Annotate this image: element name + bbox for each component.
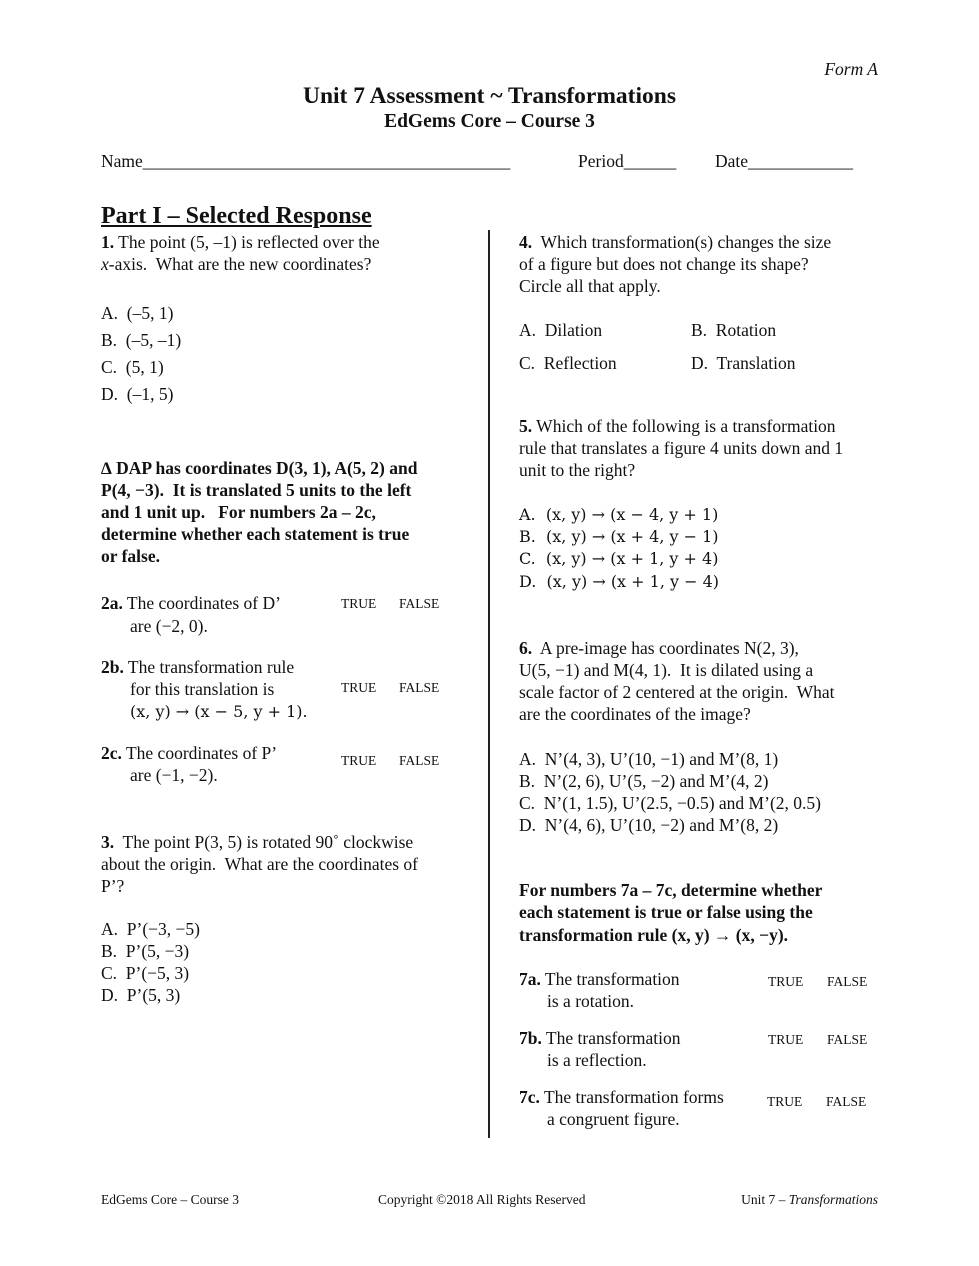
q3-line: P’? xyxy=(101,876,125,896)
q1-option-a[interactable]: A. (–5, 1) xyxy=(101,303,174,323)
q7c-text: 7c. The transformation forms xyxy=(519,1087,724,1107)
q6-option-d[interactable]: D. N’(4, 6), U’(10, −2) and M’(8, 2) xyxy=(519,815,779,835)
page-title: Unit 7 Assessment ~ Transformations xyxy=(302,83,676,109)
q2-intro: and 1 unit up. For numbers 2a – 2c, xyxy=(101,502,376,522)
q7-intro: each statement is true or false using the xyxy=(519,902,813,922)
q1-line2: x-axis. What are the new coordinates? xyxy=(101,254,372,274)
q2c-false[interactable]: FALSE xyxy=(399,753,440,768)
q6-option-c[interactable]: C. N’(1, 1.5), U’(2.5, −0.5) and M’(2, 0.5) xyxy=(519,793,821,813)
page-subtitle: EdGems Core – Course 3 xyxy=(384,111,595,132)
q5-line: 5. Which of the following is a transformation xyxy=(519,416,836,436)
q4-option-d[interactable]: D. Translation xyxy=(691,353,796,373)
q5-option-a[interactable]: A. (x, y) → (x − 4, y + 1) xyxy=(519,505,719,524)
q2-intro: P(4, −3). It is translated 5 units to the left xyxy=(101,480,412,500)
date-field[interactable]: Date____________ xyxy=(715,151,854,171)
q6-line: 6. A pre-image has coordinates N(2, 3), xyxy=(519,638,799,658)
q2-intro: or false. xyxy=(101,546,160,566)
q7c-false[interactable]: FALSE xyxy=(826,1094,867,1109)
q2a-text: 2a. The coordinates of D’ xyxy=(101,593,281,613)
column-divider xyxy=(488,230,490,1138)
q2-intro: determine whether each statement is true xyxy=(101,524,410,544)
q1-option-c[interactable]: C. (5, 1) xyxy=(101,357,164,377)
q4-option-c[interactable]: C. Reflection xyxy=(519,353,617,373)
form-label: Form A xyxy=(824,59,878,79)
q2c-text: 2c. The coordinates of P’ xyxy=(101,743,278,763)
q3-option-a[interactable]: A. P’(−3, −5) xyxy=(101,919,200,939)
q2a-true[interactable]: TRUE xyxy=(341,596,377,611)
q5-option-b[interactable]: B. (x, y) → (x + 4, y − 1) xyxy=(519,527,719,546)
q1-option-d[interactable]: D. (–1, 5) xyxy=(101,384,174,404)
q3-option-c[interactable]: C. P’(−5, 3) xyxy=(101,963,190,983)
q6-option-b[interactable]: B. N’(2, 6), U’(5, −2) and M’(4, 2) xyxy=(519,771,769,791)
q5-option-c[interactable]: C. (x, y) → (x + 1, y + 4) xyxy=(519,549,719,568)
q6-option-a[interactable]: A. N’(4, 3), U’(10, −1) and M’(8, 1) xyxy=(519,749,779,769)
footer-copyright: Copyright ©2018 All Rights Reserved xyxy=(378,1192,586,1207)
q4-option-a[interactable]: A. Dilation xyxy=(519,320,603,340)
q5-option-d[interactable]: D. (x, y) → (x + 1, y − 4) xyxy=(519,572,720,591)
q2c-text: are (−1, −2). xyxy=(130,765,218,785)
q2b-text: 2b. The transformation rule xyxy=(101,657,295,677)
q4-line: Circle all that apply. xyxy=(519,276,661,296)
footer-unit: Unit 7 – Transformations xyxy=(741,1192,878,1207)
q1-option-b[interactable]: B. (–5, –1) xyxy=(101,330,182,350)
q6-line: scale factor of 2 centered at the origin. What xyxy=(519,682,835,702)
q5-line: unit to the right? xyxy=(519,460,636,480)
q7b-text: is a reflection. xyxy=(547,1050,647,1070)
q6-line: are the coordinates of the image? xyxy=(519,704,751,724)
q7-intro: For numbers 7a – 7c, determine whether xyxy=(519,880,823,900)
q7a-true[interactable]: TRUE xyxy=(768,974,804,989)
q2b-rule: (x, y) → (x − 5, y + 1). xyxy=(130,702,308,721)
q7b-true[interactable]: TRUE xyxy=(768,1032,804,1047)
q2-intro: ∆ DAP has coordinates D(3, 1), A(5, 2) and xyxy=(101,458,418,478)
q3-line: 3. The point P(3, 5) is rotated 90˚ clockwise xyxy=(101,832,414,852)
name-field[interactable]: Name__________________________________________ xyxy=(101,151,511,171)
q7-intro: transformation rule (x, y) → (x, −y). xyxy=(519,925,789,945)
q4-line: 4. Which transformation(s) changes the size xyxy=(519,232,832,252)
q1-line1: 1. The point (5, –1) is reflected over the xyxy=(101,232,380,252)
q2a-false[interactable]: FALSE xyxy=(399,596,440,611)
q5-line: rule that translates a figure 4 units down and 1 xyxy=(519,438,844,458)
q7b-false[interactable]: FALSE xyxy=(827,1032,868,1047)
q7c-true[interactable]: TRUE xyxy=(767,1094,803,1109)
q7a-text: is a rotation. xyxy=(547,991,634,1011)
part-heading: Part I – Selected Response xyxy=(101,203,372,229)
q2c-true[interactable]: TRUE xyxy=(341,753,377,768)
q2b-false[interactable]: FALSE xyxy=(399,680,440,695)
q2b-text: for this translation is xyxy=(130,679,275,699)
q3-line: about the origin. What are the coordinates of xyxy=(101,854,418,874)
q6-line: U(5, −1) and M(4, 1). It is dilated using a xyxy=(519,660,814,680)
q7c-text: a congruent figure. xyxy=(547,1109,680,1129)
period-field[interactable]: Period______ xyxy=(578,151,677,171)
q2a-text: are (−2, 0). xyxy=(130,616,208,636)
q2b-true[interactable]: TRUE xyxy=(341,680,377,695)
q7a-text: 7a. The transformation xyxy=(519,969,680,989)
q3-option-b[interactable]: B. P’(5, −3) xyxy=(101,941,190,961)
q7b-text: 7b. The transformation xyxy=(519,1028,681,1048)
q7a-false[interactable]: FALSE xyxy=(827,974,868,989)
q3-option-d[interactable]: D. P’(5, 3) xyxy=(101,985,181,1005)
footer-course: EdGems Core – Course 3 xyxy=(101,1192,239,1207)
q4-option-b[interactable]: B. Rotation xyxy=(691,320,777,340)
q4-line: of a figure but does not change its shape? xyxy=(519,254,809,274)
